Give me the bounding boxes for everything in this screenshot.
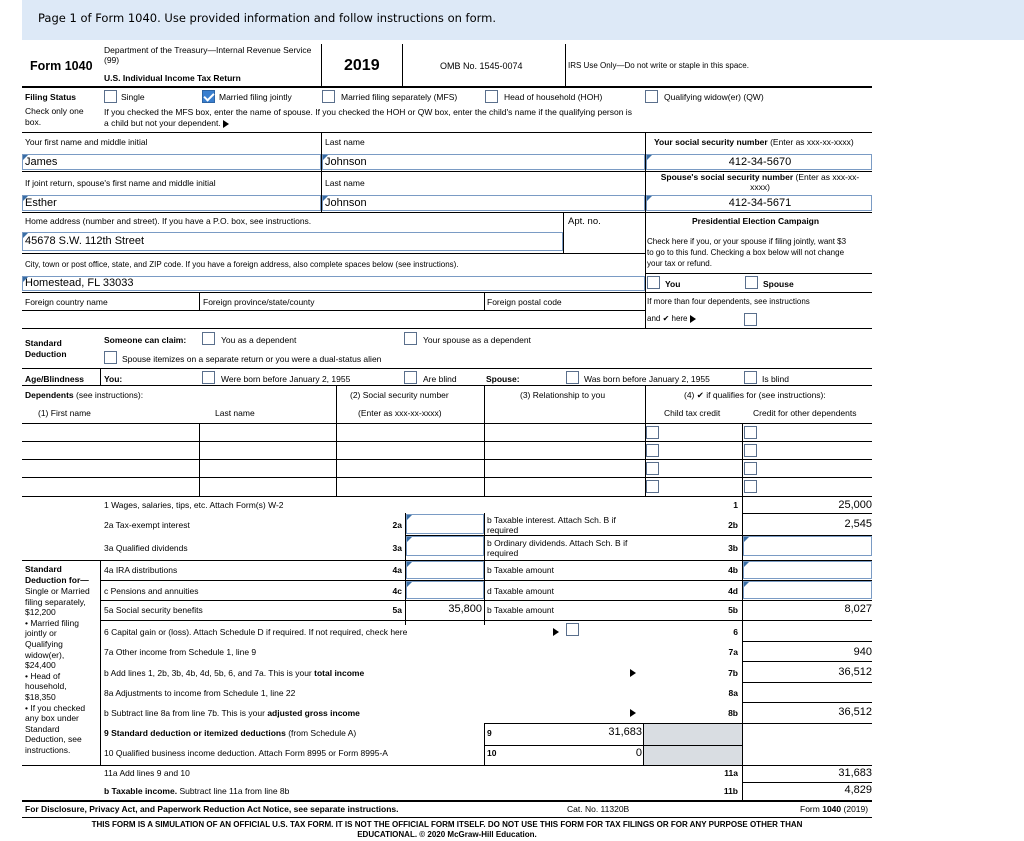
last-name-input[interactable]: Johnson: [322, 154, 645, 170]
line-4c-input[interactable]: [406, 581, 484, 599]
single-label: Single: [121, 92, 145, 102]
sidebar-line: household,: [25, 681, 67, 692]
line-8b-label: b Subtract line 8a from line 7b. This is your adjusted gross income: [104, 708, 360, 718]
you-as-dependent-checkbox[interactable]: [202, 332, 215, 345]
spouse-as-dependent-checkbox[interactable]: [404, 332, 417, 345]
arrow-right-icon: [223, 120, 229, 128]
line-3a-label: 3a Qualified dividends: [104, 543, 188, 553]
age-spouse-label: Spouse:: [486, 374, 520, 384]
first-name-input[interactable]: James: [22, 154, 321, 170]
pec-title: Presidential Election Campaign: [692, 216, 820, 226]
dep1-other-credit-checkbox[interactable]: [744, 426, 757, 439]
disclosure-note: For Disclosure, Privacy Act, and Paperwork Reduction Act Notice, see separate instructions.: [25, 804, 399, 814]
line-7a-amount[interactable]: 940: [853, 646, 872, 658]
arrow-right-icon: [630, 669, 636, 677]
filing-note-2: a child but not your dependent.: [104, 118, 229, 128]
form-footer-id: Form 1040 (2019): [800, 804, 869, 814]
line-8b-amount[interactable]: 36,512: [838, 706, 872, 718]
line-9-label: 9 Standard deduction or itemized deductions (from Schedule A): [104, 728, 357, 738]
you-blind-label: Are blind: [423, 374, 457, 384]
line-3a-num: 3a: [392, 543, 402, 553]
city-label: City, town or post office, state, and ZIP code. If you have a foreign address, also complete spaces below (see instructions).: [25, 260, 459, 269]
dep-col-first-name: (1) First name: [38, 408, 91, 418]
line-11b-num: 11b: [723, 786, 738, 796]
spouse-itemizes-checkbox[interactable]: [104, 351, 117, 364]
pec-you-label: You: [665, 279, 681, 289]
sidebar-title-2: Deduction for—: [25, 575, 89, 585]
sidebar-title-1: Standard: [25, 564, 62, 574]
dep3-child-credit-checkbox[interactable]: [646, 462, 659, 475]
dep-col-last-name: Last name: [215, 408, 255, 418]
sidebar-line: • Married filing: [25, 617, 79, 628]
qw-label: Qualifying widow(er) (QW): [664, 92, 764, 102]
irs-use-only: IRS Use Only—Do not write or staple in this space.: [568, 61, 749, 70]
line-5b-amount[interactable]: 8,027: [844, 603, 872, 615]
city-input[interactable]: Homestead, FL 33033: [22, 276, 645, 291]
dep2-child-credit-checkbox[interactable]: [646, 444, 659, 457]
ssn-input[interactable]: 412-34-5670: [646, 154, 872, 170]
foreign-country-label: Foreign country name: [25, 297, 108, 307]
dependents-label: Dependents (see instructions):: [25, 390, 144, 400]
spouse-ssn-label: Spouse's social security number (Enter as xxx-xx-xxxx): [660, 172, 860, 192]
line-6-label: 6 Capital gain or (loss). Attach Schedule D if required. If not required, check here: [104, 627, 408, 637]
sidebar-line: $12,200: [25, 607, 56, 618]
sidebar-line: Qualifying: [25, 639, 63, 649]
spouse-blind-label: Is blind: [762, 374, 789, 384]
spouse-itemizes-label: Spouse itemizes on a separate return or you were a dual-status alien: [122, 354, 382, 364]
foreign-postal-label: Foreign postal code: [487, 297, 562, 307]
and-here-label: and ✔ here: [647, 314, 696, 323]
line-2b-num: 2b: [728, 520, 738, 530]
line-2b-label: b Taxable interest. Attach Sch. B if required: [487, 515, 616, 535]
sidebar-line: Standard: [25, 723, 60, 734]
dep3-other-credit-checkbox[interactable]: [744, 462, 757, 475]
pec-spouse-label: Spouse: [763, 279, 794, 289]
filing-note: If you checked the MFS box, enter the name of spouse. If you checked the HOH or QW box, enter the child's name if the qualifying person is: [104, 107, 632, 117]
line-8a-num: 8a: [728, 688, 738, 698]
dep2-other-credit-checkbox[interactable]: [744, 444, 757, 457]
spouse-born-before-label: Was born before January 2, 1955: [584, 374, 710, 384]
sidebar-line: instructions.: [25, 745, 71, 755]
line-9-num: 9: [487, 728, 492, 738]
line-11a-label: 11a Add lines 9 and 10: [104, 768, 190, 778]
you-born-before-checkbox[interactable]: [202, 371, 215, 384]
line-11b-amount[interactable]: 4,829: [844, 784, 872, 796]
line-9-amount[interactable]: 31,683: [608, 726, 642, 738]
line-2b-amount[interactable]: 2,545: [844, 518, 872, 530]
mfj-label: Married filing jointly: [219, 92, 292, 102]
you-blind-checkbox[interactable]: [404, 371, 417, 384]
line-4b-num: 4b: [728, 565, 738, 575]
mfs-checkbox[interactable]: [322, 90, 335, 103]
line-1-amount[interactable]: 25,000: [838, 499, 872, 511]
first-name-label: Your first name and middle initial: [25, 137, 148, 147]
line-4a-input[interactable]: [406, 561, 484, 579]
line-11b-label: b Taxable income. Subtract line 11a from line 8b: [104, 786, 290, 796]
sidebar-line: • Head of: [25, 670, 61, 681]
dep-col-ssn-hint: (Enter as xxx-xx-xxxx): [358, 408, 442, 418]
spouse-first-name-label: If joint return, spouse's first name and middle initial: [25, 178, 216, 188]
hoh-checkbox[interactable]: [485, 90, 498, 103]
tax-year: 2019: [344, 57, 380, 74]
last-name-label: Last name: [325, 137, 365, 147]
line-3a-input[interactable]: [406, 536, 484, 556]
mfs-label: Married filing separately (MFS): [341, 92, 458, 102]
apt-label: Apt. no.: [568, 216, 601, 227]
sidebar-line: • If you checked: [25, 702, 86, 713]
line-10-shaded: [643, 746, 742, 765]
spouse-ssn-input[interactable]: 412-34-5671: [646, 195, 872, 211]
line-2a-input[interactable]: [406, 514, 484, 534]
arrow-right-icon: [690, 315, 696, 323]
instruction-banner: [22, 0, 1024, 40]
line-2a-num: 2a: [392, 520, 402, 530]
pec-you-checkbox[interactable]: [647, 276, 660, 289]
dep-col-qualifies: (4) ✔ if qualifies for (see instructions):: [684, 390, 826, 400]
line-7b-num: 7b: [728, 668, 738, 678]
line-2a-label: 2a Tax-exempt interest: [104, 520, 190, 530]
pec-text-3: your tax or refund.: [647, 259, 712, 268]
line-11a-num: 11a: [724, 768, 738, 778]
line-3b-num: 3b: [728, 543, 738, 553]
dep-col-child-credit: Child tax credit: [664, 408, 721, 418]
line-3b-input[interactable]: [743, 536, 872, 556]
someone-can-claim-label: Someone can claim:: [104, 335, 187, 345]
home-address-label: Home address (number and street). If you have a P.O. box, see instructions.: [25, 216, 312, 226]
simulation-disclaimer-2: EDUCATIONAL. © 2020 McGraw-Hill Education.: [357, 830, 537, 839]
dep-col-other-credit: Credit for other dependents: [753, 408, 857, 418]
age-blindness-label: Age/Blindness: [25, 374, 85, 384]
line-5a-label: 5a Social security benefits: [104, 605, 203, 615]
form-number: Form 1040: [30, 59, 93, 73]
std-deduction-label-1: Standard: [25, 338, 62, 348]
line-1-label: 1 Wages, salaries, tips, etc. Attach Form(s) W-2: [104, 500, 284, 510]
line-4a-label: 4a IRA distributions: [104, 565, 178, 575]
sidebar-line: jointly or: [25, 628, 57, 639]
line-5a-num: 5a: [392, 605, 402, 615]
dep-col-relationship: (3) Relationship to you: [520, 390, 606, 400]
pec-spouse-checkbox[interactable]: [745, 276, 758, 289]
line-11a-amount[interactable]: 31,683: [838, 767, 872, 779]
hoh-label: Head of household (HOH): [504, 92, 603, 102]
std-deduction-label-2: Deduction: [25, 349, 67, 359]
sidebar-line: $24,400: [25, 660, 56, 671]
line-4b-label: b Taxable amount: [487, 565, 554, 575]
line-5b-num: 5b: [728, 605, 738, 615]
pec-text-2: to go to this fund. Checking a box below will not change: [647, 248, 845, 257]
arrow-right-icon: [630, 709, 636, 717]
line-8a-label: 8a Adjustments to income from Schedule 1, line 22: [104, 688, 296, 698]
age-you-label: You:: [104, 374, 123, 384]
line-4c-num: 4c: [392, 586, 402, 596]
sidebar-line: Single or Married: [25, 586, 90, 596]
spouse-born-before-checkbox[interactable]: [566, 371, 579, 384]
you-as-dependent-label: You as a dependent: [221, 335, 297, 345]
home-address-input[interactable]: 45678 S.W. 112th Street: [22, 232, 563, 251]
arrow-right-icon: [553, 628, 559, 636]
sidebar-line: any box under: [25, 713, 79, 724]
spouse-first-name-input[interactable]: Esther: [22, 195, 321, 211]
single-checkbox[interactable]: [104, 90, 117, 103]
dep1-child-credit-checkbox[interactable]: [646, 426, 659, 439]
dep4-other-credit-checkbox[interactable]: [744, 480, 757, 493]
foreign-province-label: Foreign province/state/county: [203, 297, 315, 307]
spouse-last-name-label: Last name: [325, 178, 365, 188]
line-3b-label: b Ordinary dividends. Attach Sch. B if required: [487, 538, 628, 558]
department: Department of the Treasury—Internal Revenue Service (99): [104, 45, 312, 65]
sidebar-line: widow(er),: [25, 649, 65, 660]
spouse-as-dependent-label: Your spouse as a dependent: [423, 335, 531, 345]
omb-number: OMB No. 1545-0074: [440, 61, 523, 71]
line-4b-input[interactable]: [743, 561, 872, 579]
line-8b-num: 8b: [728, 708, 738, 718]
filing-status-label: Filing Status: [25, 92, 76, 102]
ssn-label: Your social security number (Enter as xxx-xx-xxxx): [654, 137, 854, 147]
check-only-note: Check only one box.: [25, 106, 84, 127]
line-4c-label: c Pensions and annuities: [104, 586, 199, 596]
line-4d-input[interactable]: [743, 581, 872, 599]
line-7b-amount[interactable]: 36,512: [838, 666, 872, 678]
line-7a-num: 7a: [728, 647, 738, 657]
dep-col-ssn: (2) Social security number: [350, 390, 449, 400]
spouse-last-name-input[interactable]: Johnson: [322, 195, 645, 211]
pec-text-1: Check here if you, or your spouse if filing jointly, want $3: [647, 237, 847, 246]
sidebar-line: $18,350: [25, 692, 56, 702]
qw-checkbox[interactable]: [645, 90, 658, 103]
line-4a-num: 4a: [392, 565, 402, 575]
line-10-num: 10: [487, 748, 497, 758]
sidebar-line: filing separately,: [25, 596, 86, 607]
line-10-amount[interactable]: 0: [635, 747, 642, 759]
line-10-label: 10 Qualified business income deduction. Attach Form 8995 or Form 8995-A: [104, 748, 388, 758]
line-4d-num: 4d: [728, 586, 738, 596]
line-9-shaded: [643, 724, 742, 745]
banner-text: Page 1 of Form 1040. Use provided information and follow instructions on form.: [38, 11, 497, 25]
line-5b-label: b Taxable amount: [487, 605, 554, 615]
line-7a-label: 7a Other income from Schedule 1, line 9: [104, 647, 257, 657]
spouse-blind-checkbox[interactable]: [744, 371, 757, 384]
you-born-before-label: Were born before January 2, 1955: [221, 374, 351, 384]
line-7b-label: b Add lines 1, 2b, 3b, 4b, 4d, 5b, 6, and 7a. This is your total income: [104, 668, 365, 678]
more-dependents-checkbox[interactable]: [744, 313, 757, 326]
married-filing-jointly-checkbox[interactable]: [202, 90, 215, 103]
form-title: U.S. Individual Income Tax Return: [104, 73, 241, 83]
line-4d-label: d Taxable amount: [487, 586, 554, 596]
cat-number: Cat. No. 11320B: [567, 804, 630, 814]
dep4-child-credit-checkbox[interactable]: [646, 480, 659, 493]
line-5a-amount[interactable]: 35,800: [448, 603, 482, 615]
simulation-disclaimer-1: THIS FORM IS A SIMULATION OF AN OFFICIAL U.S. TAX FORM. IT IS NOT THE OFFICIAL FORM ITSELF. DO NOT USE THIS FORM FOR TAX FILINGS OR FOR ANY PURPOSE OTHER THAN: [91, 820, 803, 829]
more-dependents-note: If more than four dependents, see instructions: [647, 297, 810, 306]
line-6-checkbox[interactable]: [566, 623, 579, 636]
line-1-num: 1: [733, 500, 738, 510]
sidebar-line: Deduction, see: [25, 734, 82, 745]
line-6-num: 6: [733, 627, 738, 637]
